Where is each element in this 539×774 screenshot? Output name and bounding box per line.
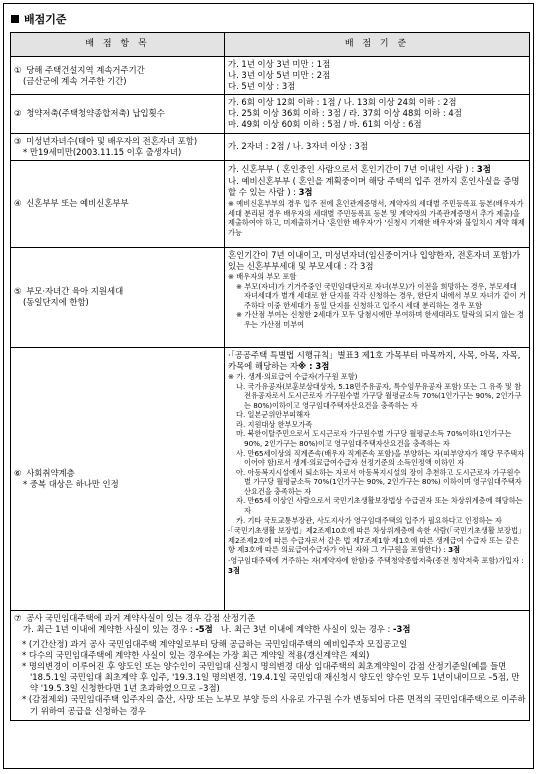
row-3-item: ③ 미성년자녀수(태아 및 배우자의 전혼자녀 포함) * 만19세미만(2003.11.15 이후 출생자녀): [11, 133, 225, 160]
row-2-criteria: 가. 6회 이상 12회 이하 : 1점 / 나. 13회 이상 24회 이하 : 2점 다. 25회 이상 36회 이하 : 3점 / 라. 37회 이상 48회 이하 : 4점 마. 49회 이상 60회 이하 : 5점 / 바. 61회 이상 : 6점: [225, 95, 530, 133]
row-6-criteria: ·「공공주택 특별법 시행규칙」별표3 제1호 가목부터 마목까지, 사목, 아목, 자목, 카목에 해당하는 자※ : 3점 ※ 가. 생계·의료급여 수급자(가구원 포함) 나. 국가유공자(보훈보상대상자, 5.18민주유공자, 특수임무유공자 포함) 또는 그 유족 및 참전유공자로서 도시근로자 가구원수별 가구당 월평균소득 70%(1인가구는 90%, 2인가구는 80%)이하이고 영구임대주택자산요건을 충족하는 자 다. 일본군위안부피해자 라. 지원대상 한부모가족 마. 북한이탈주민으로서 도시근로자 가구원수별 가구당 월평균소득 70%이하(1인가구는 90%, 2인가구는 80%)이고 영구임대주택자산요건을 충족하는 자 사. 만65세이상의 직계존속(배우자 직계존속 포함)을 부양하는 자(피부양자가 해당 무주택자이어야 함)로서 생계·의료급여수급자 선정기준의 소득인정액 이하인 자 아. 아동복지시설에서 퇴소하는 자로서 아동복지시설의 장이 추천하고 도시근로자 가구원수별 가구당 월평균소득 70%(1인가구는 90%, 2인가구는 80%) 이하이며 영구임대주택자산요건을 충족하는 자 자. 만65세 이상인 사람으로서 국민기초생활보장법상 수급권자 또는 차상위계층에 해당하는 자 카. 기타 국토교통부장관, 사도지사가 영구임대주택의 입주가 필요하다고 인정하는 자 ·「국민기초생활 보장법」제2조제10호에 따른 차상위계층에 속한 사람(「국민기초생활 보장법」제2조제2호에 따른 수급자로서 같은 법 제7조제1항 제1호에 따른 생계급여 수급자 또는 같은 항 제3호에 따른 의료급여수급자가 아닌 자와 그 가구원을 포함한다) : 3점 ·영구임대주택에 거주하는 자(계약자에 한함)중 주택청약종합저축(종전 청약저축 포함)가입자 : 3점: [225, 347, 530, 610]
row-1-item: ① 당해 주택건설지역 계속거주기간 (금산군에 계속 거주한 기간): [11, 57, 225, 95]
row-5-item: ⑤ 부모·자녀간 육아 지원세대 (동일단지에 한함): [11, 247, 225, 347]
row-6-item: ⑥ 사회취약계층 * 중복 대상은 하나만 인정: [11, 347, 225, 610]
table-row: [11, 57, 530, 95]
row-4-criteria: 가. 신혼부부 ( 혼인중인 사람으로서 혼인기간이 7년 이내인 사람 ) : 3점 나. 예비신혼부부 ( 혼인을 계획중이며 해당 주택의 입주 전까지 혼인사실을 증명할 수 있는 사람 ) : 3점 ※ 예비신혼부부의 경우 입주 전에 혼인관계증명서, 계약자의 세대별 주민등록표 등본(배우자가 세대 분리된 경우 배우자의 세대별 주민등록표 등본 및 계약자의 가족관계증명서 추가 제출)을 제출하여야 하고, 미제출하거나 '혼인한 배우자'가 '신청시 기재한 배우자'와 불일치시 계약 해제 가능: [225, 160, 530, 247]
page-title: 배점기준: [11, 11, 67, 27]
header-item: 배 점 항 목: [11, 33, 225, 57]
table-row: [11, 95, 530, 133]
square-bullet-icon: [11, 15, 19, 23]
table-row: [11, 133, 530, 160]
table-row: [11, 247, 530, 347]
row-3-criteria: 가. 2자녀 : 2점 / 나. 3자녀 이상 : 3점: [225, 133, 530, 160]
row-5-criteria: 혼인기간이 7년 이내이고, 미성년자녀(임신중이거나 입양한자, 전혼자녀 포함)가 있는 신혼부부세대 및 부모세대 : 각 3점 ※ 배우자의 부모 포함 ※ 부모(자녀)가 기거주중인 국민임대단지로 자녀(부모)가 이전을 희망하는 경우, 부모세대 자녀세대가 별개 세대로 한 단지를 각각 신청하는 경우, 한단지 내에서 부모 자녀가 같이 거주하다 이중 한세대가 동일 단지를 신청하고 입주시 세대 분리하는 경우 포함 ※ 가산점 부여는 신청한 2세대가 모두 당첨시에만 부여하며 한세대라도 탈락의 되지 않는 경우는 가산점 미부여: [225, 247, 530, 347]
row-4-item: ④ 신혼부부 또는 예비신혼부부: [11, 160, 225, 247]
table-row: [11, 160, 530, 247]
row-1-criteria: 가. 1년 이상 3년 미만 : 1점 나. 3년 이상 5년 미만 : 2점 다. 5년 이상 : 3점: [225, 57, 530, 95]
table-row: [11, 610, 530, 720]
header-criteria: 배 점 기 준: [225, 33, 530, 57]
scoring-table: [10, 32, 530, 721]
table-row: [11, 347, 530, 610]
row-7-deduction: ⑦ 공사 국민임대주택에 과거 계약사실이 있는 경우 감점 산정기준 가. 최근 1년 이내에 계약한 사실이 있는 경우 : -5점 나. 최근 3년 이내에 계약한 사실이 있는 경우 : -3점 * (기간산정) 과거 공사 국민임대주택 계약일로부터 당해 공급하는 국민임대주택의 예비입주자 모집공고일 * 다수의 국민임대주택에 계약한 사실이 있는 경우에는 가장 최근 계약일 적용(갱신계약은 제외) * 명의변경이 이루어진 후 양도인 또는 양수인이 국민임대 신청시 명의변경 대상 임대주택의 최초계약일이 감점 산정기준일(예를 들면 '18.5.1일 국민임대 최초계약 후 입주, '19.3.1일 명의변경, '19.4.1일 국민임대 재신청시 양도인 양수인 모두 1년이내이므로 –5점, 만약 '19.5.3일 신청한다면 1년 초과하였으므로 –3점) * (감점제외) 국민임대주택 입주자의 출산, 사망 또는 노부모 부양 등의 사유로 가구원 수가 변동되어 다른 면적의 국민임대주택으로 이주하기 위하여 공급을 신청하는 경우: [11, 610, 530, 720]
table-header-row: [11, 33, 530, 57]
row-2-item: ② 청약저축(주택청약종합저축) 납입횟수: [11, 95, 225, 133]
